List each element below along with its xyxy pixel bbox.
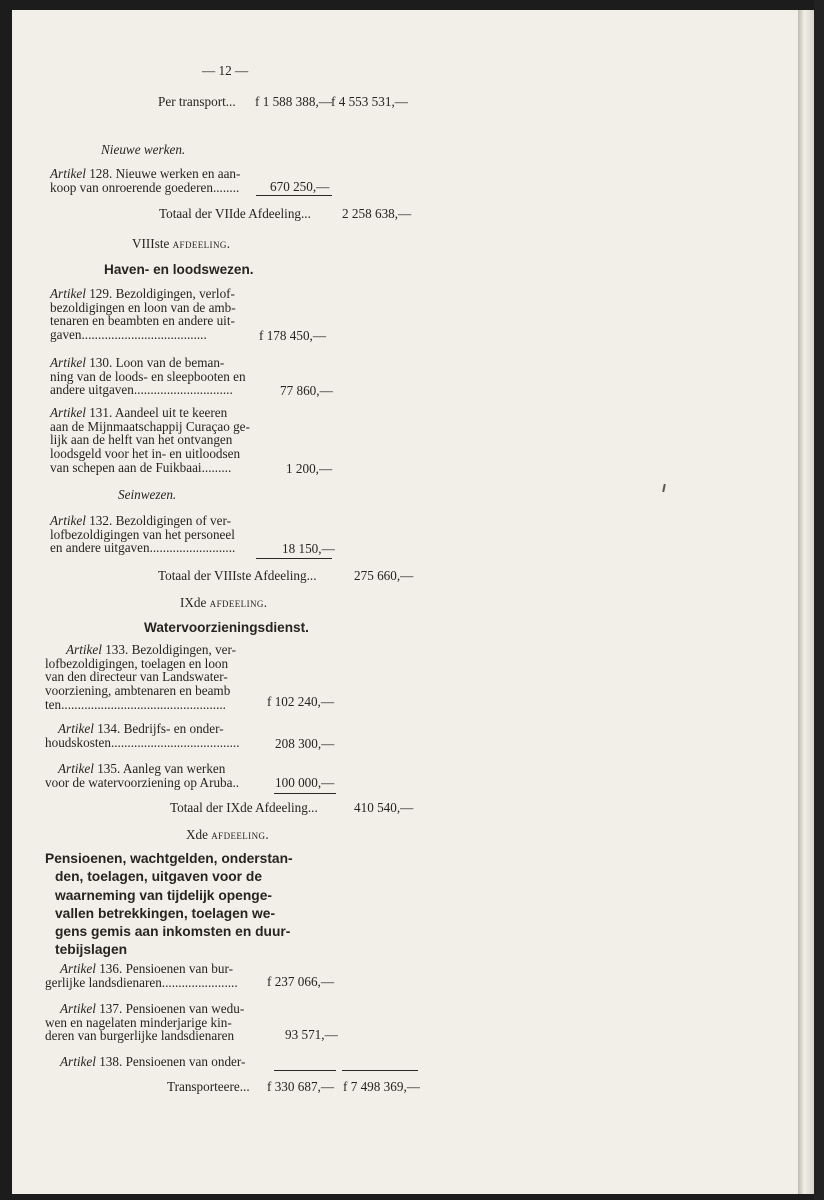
- transport-label: Per transport...: [158, 94, 236, 109]
- total-afd-8-label: Totaal der VIIIste Afdeeling...: [158, 568, 317, 583]
- total-afd-7-label: Totaal der VIIde Afdeeling...: [159, 206, 311, 221]
- transport-bottom-amount-1: f 330 687,—: [267, 1079, 335, 1094]
- sum-rule: [274, 1070, 336, 1071]
- transport-bottom-amount-2: f 7 498 369,—: [343, 1079, 420, 1094]
- total-afd-7-amount: 2 258 638,—: [342, 206, 412, 221]
- article-137: Artikel 137. Pensioenen van wedu- wen en nagelaten minderjarige kin- deren van burgerlijke landsdienaren: [45, 1001, 245, 1044]
- section-heading-nieuwe-werken: Nieuwe werken.: [101, 142, 186, 157]
- transport-amount-1: f 1 588 388,—: [255, 94, 332, 109]
- sum-rule: [256, 195, 332, 196]
- article-130-amount: 77 860,—: [280, 383, 333, 398]
- sum-rule: [274, 793, 336, 794]
- section-heading-haven: Haven- en loodswezen.: [104, 262, 254, 277]
- article-135: Artikel 135. Aanleg van werken voor de watervoorziening op Aruba..: [45, 761, 240, 790]
- section-title-afd-10: Xde afdeeling.: [186, 827, 270, 842]
- sum-rule: [256, 558, 332, 559]
- total-afd-9-label: Totaal der IXde Afdeeling...: [170, 800, 318, 815]
- article-132-amount: 18 150,—: [282, 541, 335, 556]
- document-page: [12, 10, 798, 1194]
- section-title-afd-8: VIIIste afdeeling.: [132, 236, 231, 251]
- page-number: — 12 —: [202, 63, 249, 78]
- article-137-amount: 93 571,—: [285, 1027, 338, 1042]
- article-129: Artikel 129. Bezoldigingen, verlof- bezoldigingen en loon van de amb- tenaren en beambten en andere uit- gaven......................................: [50, 286, 236, 343]
- article-136-amount: f 237 066,—: [267, 974, 335, 989]
- section-heading-seinwezen: Seinwezen.: [118, 487, 177, 502]
- article-text: koop van onroerende goederen........: [50, 179, 240, 195]
- article-129-amount: f 178 450,—: [259, 328, 327, 343]
- total-afd-9-amount: 410 540,—: [354, 800, 414, 815]
- sum-rule: [342, 1070, 418, 1071]
- transport-amount-2: f 4 553 531,—: [331, 94, 408, 109]
- section-title-afd-9: IXde afdeeling.: [180, 595, 268, 610]
- section-heading-water: Watervoorzieningsdienst.: [144, 620, 309, 635]
- article-label: Artikel: [50, 166, 86, 181]
- page-edge: [798, 10, 814, 1194]
- article-130: Artikel 130. Loon van de beman- ning van de loods- en sleepbooten en andere uitgaven..............................: [50, 355, 246, 398]
- article-128-amount: 670 250,—: [270, 179, 330, 194]
- section-heading-pensioenen: Pensioenen, wachtgelden, onderstan- den, toelagen, uitgaven voor de waarneming van tijdelijk openge- vallen betrekkingen, toelagen we- gens gemis aan inkomsten en duur- tebijslagen: [45, 851, 293, 958]
- article-133-amount: f 102 240,—: [267, 694, 335, 709]
- article-text: 128. Nieuwe werken en aan-: [89, 166, 241, 181]
- paper-speck: [662, 484, 666, 492]
- article-136: Artikel 136. Pensioenen van bur- gerlijke landsdienaren.......................: [45, 961, 238, 990]
- article-133: Artikel 133. Bezoldigingen, ver- lofbezoldigingen, toelagen en loon van den directeur van Landswater- voorziening, ambtenaren en beamb ten..................................................: [45, 642, 237, 712]
- transport-bottom-label: Transporteere...: [167, 1079, 250, 1094]
- total-afd-8-amount: 275 660,—: [354, 568, 414, 583]
- article-138: Artikel 138. Pensioenen van onder-: [60, 1054, 246, 1069]
- article-132: Artikel 132. Bezoldigingen of ver- lofbezoldigingen van het personeel en andere uitgaven..........................: [50, 513, 236, 556]
- article-134-amount: 208 300,—: [275, 736, 335, 751]
- scan-border: [814, 0, 824, 1200]
- article-135-amount: 100 000,—: [275, 775, 335, 790]
- article-128: [50, 167, 240, 194]
- article-131-amount: 1 200,—: [286, 461, 333, 476]
- article-131: Artikel 131. Aandeel uit te keeren aan de Mijnmaatschappij Curaçao ge- lijk aan de helft van het ontvangen loodsgeld voor het in- en uitloodsen van schepen aan de Fuikbaai.........: [50, 405, 250, 475]
- article-134: Artikel 134. Bedrijfs- en onder- houdskosten.......................................: [45, 721, 240, 750]
